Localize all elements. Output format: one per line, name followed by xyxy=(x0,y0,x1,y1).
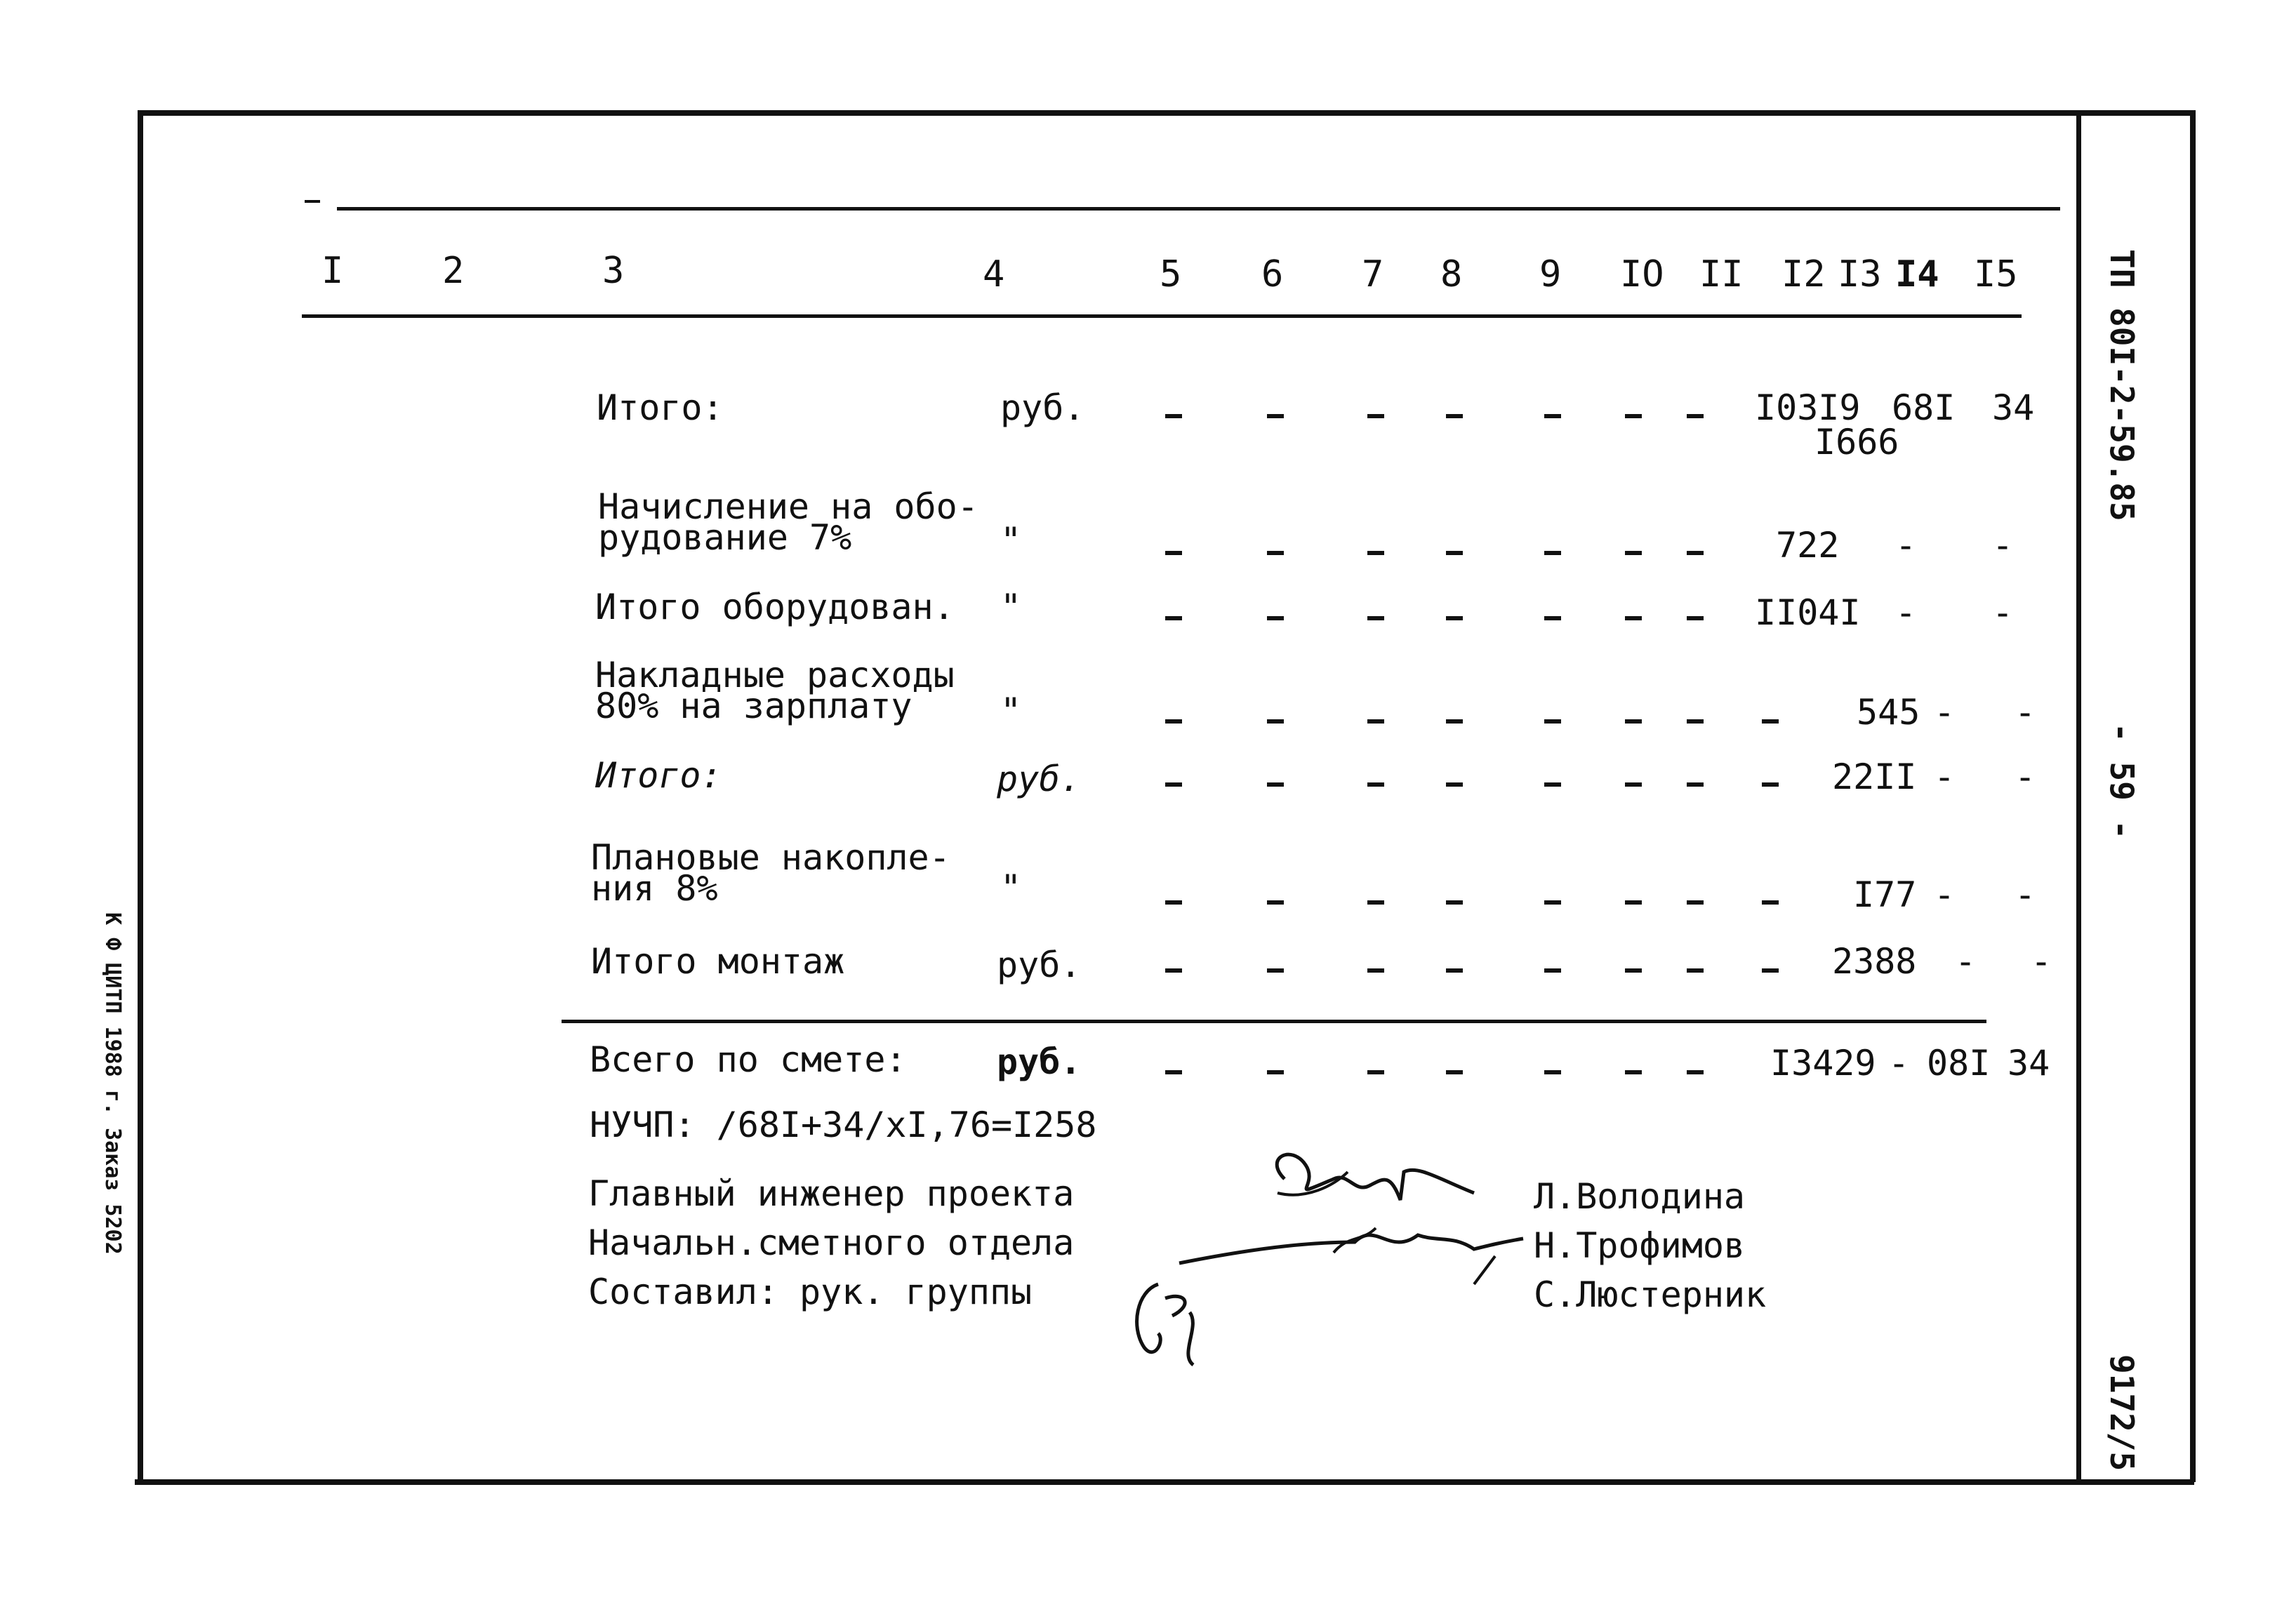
signature-name: Л.Володина xyxy=(1534,1176,1746,1217)
empty-cell-dash xyxy=(1446,1070,1463,1074)
empty-cell-dash xyxy=(1165,616,1182,620)
empty-cell-dash xyxy=(1267,616,1284,620)
col-header-6: 6 xyxy=(1261,253,1284,295)
row-value-col15: 34 xyxy=(1992,387,2035,428)
empty-cell-dash xyxy=(1446,616,1463,620)
row-value-col14: - xyxy=(1895,525,1917,566)
empty-cell-dash xyxy=(1625,968,1642,973)
signature-name: Н.Трофимов xyxy=(1534,1225,1746,1266)
row-label: Накладные расходы 80% на зарплату xyxy=(595,655,955,726)
signature-position: Составил: рук. группы xyxy=(588,1272,1033,1312)
empty-cell-dash xyxy=(1687,1070,1704,1074)
empty-cell-dash xyxy=(1687,414,1704,418)
empty-cell-dash xyxy=(1367,900,1384,905)
row-unit: руб. xyxy=(997,945,1082,985)
row-unit: " xyxy=(1000,867,1022,908)
empty-cell-dash xyxy=(1687,616,1704,620)
empty-cell-dash xyxy=(1367,719,1384,724)
row-value-col14: 68I xyxy=(1892,387,1956,428)
empty-cell-dash xyxy=(1367,1070,1384,1074)
empty-cell-dash xyxy=(1446,900,1463,905)
col-header-7: 7 xyxy=(1362,253,1384,295)
empty-cell-dash xyxy=(1367,782,1384,787)
empty-cell-dash xyxy=(1687,719,1704,724)
print-info: К Ф ЦИТП 1988 г. Заказ 5202 xyxy=(100,912,125,1255)
row-label: Итого: xyxy=(597,387,724,428)
empty-cell-dash xyxy=(1625,900,1642,905)
empty-cell-dash xyxy=(1165,968,1182,973)
row-label: Начисление на обо- рудование 7% xyxy=(598,486,978,558)
empty-cell-dash xyxy=(1446,968,1463,973)
row-value-col12: 722 xyxy=(1776,525,1840,566)
row-value-col13: 22II xyxy=(1832,756,1917,797)
row-label: Итого оборудован. xyxy=(595,587,955,627)
frame-bottom xyxy=(135,1479,2194,1485)
total-value-col13: - xyxy=(1888,1043,1910,1084)
empty-cell-dash xyxy=(1544,900,1561,905)
row-value-col14: - xyxy=(1895,592,1917,633)
empty-cell-dash xyxy=(1762,968,1779,973)
empty-cell-dash xyxy=(1267,414,1284,418)
empty-cell-dash xyxy=(1267,900,1284,905)
empty-cell-dash xyxy=(1625,782,1642,787)
col-header-11: II xyxy=(1699,253,1744,295)
header-top-rule xyxy=(337,207,2060,211)
col-header-2: 2 xyxy=(442,250,465,292)
empty-cell-dash xyxy=(1267,719,1284,724)
empty-cell-dash xyxy=(1267,1070,1284,1074)
row-value-col13: 545 xyxy=(1857,692,1920,733)
empty-cell-dash xyxy=(1165,551,1182,555)
empty-cell-dash xyxy=(1367,551,1384,555)
empty-cell-dash xyxy=(1544,414,1561,418)
empty-cell-dash xyxy=(1762,782,1779,787)
row-label: Итого монтаж xyxy=(591,941,845,982)
empty-cell-dash xyxy=(1367,414,1384,418)
empty-cell-dash xyxy=(1544,719,1561,724)
empty-cell-dash xyxy=(1625,616,1642,620)
empty-cell-dash xyxy=(1165,782,1182,787)
row-value-col15: - xyxy=(1992,592,2014,633)
row-value-col15: - xyxy=(2015,692,2036,733)
row-value-col14: - xyxy=(1955,941,1977,982)
total-value-col12: I3429 xyxy=(1770,1043,1876,1084)
signature-position: Главный инженер проекта xyxy=(588,1173,1075,1214)
col-header-10: IO xyxy=(1620,253,1664,295)
row-value-col15: - xyxy=(2015,756,2036,797)
empty-cell-dash xyxy=(1165,414,1182,418)
row-unit: " xyxy=(1000,520,1022,561)
col-header-14: I4 xyxy=(1895,253,1939,295)
empty-cell-dash xyxy=(1446,414,1463,418)
row-value-col13: 2388 xyxy=(1832,941,1917,982)
empty-cell-dash xyxy=(1625,551,1642,555)
signature-name: С.Люстерник xyxy=(1534,1274,1767,1315)
frame-left xyxy=(138,110,143,1482)
empty-cell-dash xyxy=(1544,968,1561,973)
row-unit: " xyxy=(1000,587,1022,627)
header-top-rule-tick xyxy=(305,200,320,203)
row-unit: руб. xyxy=(1000,387,1085,428)
col-header-13: I3 xyxy=(1838,253,1882,295)
row-label: Итого: xyxy=(595,755,722,796)
col-header-4: 4 xyxy=(983,253,1005,295)
row-value-col12: II04I xyxy=(1755,592,1861,633)
col-header-1: I xyxy=(321,250,344,292)
stamp-sheet: 9172/5 xyxy=(2103,1354,2141,1472)
col-header-15: I5 xyxy=(1974,253,2018,295)
stamp-divider xyxy=(2076,110,2081,1482)
col-header-8: 8 xyxy=(1440,253,1463,295)
col-header-12: I2 xyxy=(1781,253,1826,295)
row-label: Плановые накопле- ния 8% xyxy=(591,837,950,909)
signature-position: Начальн.сметного отдела xyxy=(588,1222,1075,1263)
frame-right xyxy=(2190,110,2196,1482)
empty-cell-dash xyxy=(1762,719,1779,724)
empty-cell-dash xyxy=(1762,900,1779,905)
empty-cell-dash xyxy=(1544,1070,1561,1074)
empty-cell-dash xyxy=(1446,551,1463,555)
empty-cell-dash xyxy=(1165,719,1182,724)
row-value-col12: I03I9 xyxy=(1755,387,1861,428)
empty-cell-dash xyxy=(1267,782,1284,787)
empty-cell-dash xyxy=(1625,1070,1642,1074)
col-header-3: 3 xyxy=(602,250,625,292)
empty-cell-dash xyxy=(1446,719,1463,724)
empty-cell-dash xyxy=(1367,616,1384,620)
total-value-col15: 34 xyxy=(2008,1043,2050,1084)
total-rule xyxy=(562,1020,1986,1023)
empty-cell-dash xyxy=(1687,968,1704,973)
nuchp-formula: НУЧП: /68I+34/xI,76=I258 xyxy=(590,1105,1097,1145)
empty-cell-dash xyxy=(1267,551,1284,555)
header-bottom-rule xyxy=(302,314,2022,318)
empty-cell-dash xyxy=(1687,551,1704,555)
empty-cell-dash xyxy=(1446,782,1463,787)
row-value-col14: - xyxy=(1934,874,1956,915)
empty-cell-dash xyxy=(1687,782,1704,787)
col-header-5: 5 xyxy=(1160,253,1182,295)
row-unit: руб. xyxy=(997,759,1082,799)
row-value-col13: I77 xyxy=(1853,874,1917,915)
empty-cell-dash xyxy=(1165,1070,1182,1074)
empty-cell-dash xyxy=(1544,616,1561,620)
handwritten-signature xyxy=(1123,1123,1544,1375)
empty-cell-dash xyxy=(1625,414,1642,418)
empty-cell-dash xyxy=(1267,968,1284,973)
row-value-extra: I666 xyxy=(1814,422,1899,462)
row-value-col15: - xyxy=(2015,874,2036,915)
total-value-col14: 08I xyxy=(1927,1043,1991,1084)
empty-cell-dash xyxy=(1165,900,1182,905)
empty-cell-dash xyxy=(1544,782,1561,787)
row-value-col14: - xyxy=(1934,692,1956,733)
total-unit: руб. xyxy=(997,1041,1082,1082)
empty-cell-dash xyxy=(1687,900,1704,905)
frame-top xyxy=(140,110,2193,116)
empty-cell-dash xyxy=(1625,719,1642,724)
row-value-col14: - xyxy=(1934,756,1956,797)
row-value-col15: - xyxy=(1992,525,2014,566)
row-value-col15: - xyxy=(2031,941,2052,982)
empty-cell-dash xyxy=(1544,551,1561,555)
empty-cell-dash xyxy=(1367,968,1384,973)
stamp-code: ТП 80I-2-59.85 xyxy=(2103,249,2141,521)
col-header-9: 9 xyxy=(1539,253,1562,295)
total-label: Всего по смете: xyxy=(590,1039,907,1080)
stamp-page: - 59 - xyxy=(2103,723,2141,840)
row-unit: " xyxy=(1000,691,1022,731)
